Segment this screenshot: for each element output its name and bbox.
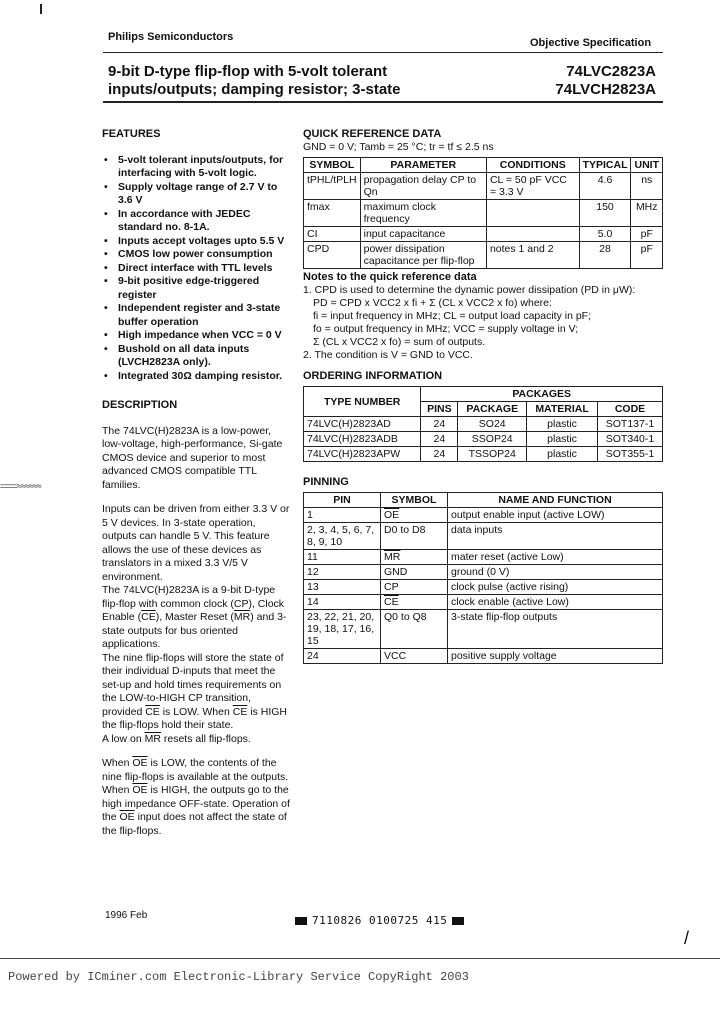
symbol-cell: $\overline{OE}$ — [381, 508, 448, 523]
pin-cell: 12 — [304, 565, 381, 580]
function-cell: data inputs — [448, 523, 663, 550]
column-header: MATERIAL — [527, 402, 598, 417]
function-cell: output enable input (active LOW) — [448, 508, 663, 523]
note-1: 1. CPD is used to determine the dynamic power dissipation (PD in μW): — [303, 284, 636, 296]
part-number-2: 74LVCH2823A — [555, 81, 656, 98]
package-cell: SO24 — [458, 417, 527, 432]
column-header: UNIT — [631, 158, 663, 173]
barcode-number: 7110826 0100725 415 — [290, 914, 469, 927]
quick-reference-notes — [303, 271, 663, 362]
feature-item: • Direct interface with TTL levels — [102, 262, 292, 276]
typical-cell: 28 — [579, 242, 631, 269]
note-1-line-c: fo = output frequency in MHz; VCC = supply voltage in V; — [313, 323, 579, 335]
pins-cell: 24 — [421, 432, 458, 447]
conditions-cell — [486, 200, 579, 227]
code-cell: SOT355-1 — [597, 447, 662, 462]
table-row — [304, 595, 663, 610]
pin-cell: 24 — [304, 649, 381, 664]
parameter-cell: propagation delay CP to Qn — [360, 173, 486, 200]
scan-artifact: ====≈≈≈≈≈≈ — [0, 481, 41, 491]
function-cell: clock enable (active Low) — [448, 595, 663, 610]
function-cell: mater reset (active Low) — [448, 550, 663, 565]
material-cell: plastic — [527, 417, 598, 432]
feature-item: • 5-volt tolerant inputs/outputs, for interfacing with 5-volt logic. — [102, 154, 292, 181]
column-header: PACKAGE — [458, 402, 527, 417]
unit-cell: ns — [631, 173, 663, 200]
parameter-cell: maximum clock frequency — [360, 200, 486, 227]
column-header: SYMBOL — [304, 158, 361, 173]
material-cell: plastic — [527, 447, 598, 462]
company-name: Philips Semiconductors — [108, 31, 234, 43]
table-row — [304, 432, 663, 447]
unit-cell: MHz — [631, 200, 663, 227]
parameter-cell: input capacitance — [360, 227, 486, 242]
note-1-line-b: fi = input frequency in MHz; CL = output load capacity in pF; — [313, 310, 592, 322]
table-row — [304, 649, 663, 664]
note-2: 2. The condition is V = GND to VCC. — [303, 349, 473, 361]
note-1-formula: PD = CPD x VCC2 x fi + Σ (CL x VCC2 x fo) where: — [313, 297, 552, 309]
pinning-table — [303, 492, 663, 664]
table-row — [304, 417, 663, 432]
unit-cell: pF — [631, 227, 663, 242]
pins-cell: 24 — [421, 417, 458, 432]
ordering-heading: ORDERING INFORMATION — [303, 370, 443, 382]
feature-item: • Supply voltage range of 2.7 V to 3.6 V — [102, 181, 292, 208]
typical-cell: 150 — [579, 200, 631, 227]
function-cell: 3-state flip-flop outputs — [448, 610, 663, 649]
table-row — [304, 610, 663, 649]
left-column — [102, 128, 292, 849]
pen-mark: / — [684, 928, 690, 948]
symbol-cell: fmax — [304, 200, 361, 227]
table-row — [304, 550, 663, 565]
table-row — [304, 173, 663, 200]
title-line-1: 9-bit D-type flip-flop with 5-volt tolerant — [108, 63, 388, 80]
table-row — [304, 242, 663, 269]
description-paragraph-1: The 74LVC(H)2823A is a low-power, low-voltage, high-performance, Si-gate CMOS device and superior to most advanced CMOS compatible TTL families. — [102, 424, 283, 491]
header-rule — [103, 52, 663, 53]
symbol-cell: CI — [304, 227, 361, 242]
symbol-cell: VCC — [381, 649, 448, 664]
pin-cell: 14 — [304, 595, 381, 610]
symbol-cell: $\overline{MR}$ — [381, 550, 448, 565]
symbol-cell: $\overline{CE}$ — [381, 595, 448, 610]
title-rule — [103, 101, 663, 103]
unit-cell: pF — [631, 242, 663, 269]
symbol-cell: D0 to D8 — [381, 523, 448, 550]
pin-cell: 2, 3, 4, 5, 6, 7, 8, 9, 10 — [304, 523, 381, 550]
quick-reference-heading: QUICK REFERENCE DATA — [303, 128, 442, 140]
spec-status: Objective Specification — [530, 37, 652, 49]
conditions-cell: CL = 50 pF VCC = 3.3 V — [486, 173, 579, 200]
conditions-cell — [486, 227, 579, 242]
column-header: PINS — [421, 402, 458, 417]
title-line-2: inputs/outputs; damping resistor; 3-state — [108, 81, 401, 98]
description-paragraph-4: The nine flip-flops will store the state of their individual D-inputs that meet the set-up and hold times requirements on the LOW-to-HIGH CP transition, provided $\overline{CE}$ is LOW. When $\overline{CE}$ is HIGH the flip-flops hold their state. — [102, 651, 287, 731]
table-row — [304, 200, 663, 227]
symbol-cell: GND — [381, 565, 448, 580]
feature-item: • Integrated 30Ω damping resistor. — [102, 370, 292, 384]
type-cell: 74LVC(H)2823AD — [304, 417, 421, 432]
table-row — [304, 508, 663, 523]
pin-cell: 23, 22, 21, 20, 19, 18, 17, 16, 15 — [304, 610, 381, 649]
conditions-cell: notes 1 and 2 — [486, 242, 579, 269]
column-header: PARAMETER — [360, 158, 486, 173]
pin-cell: 13 — [304, 580, 381, 595]
description-heading: DESCRIPTION — [102, 399, 178, 411]
symbol-cell: CPD — [304, 242, 361, 269]
function-cell: ground (0 V) — [448, 565, 663, 580]
notes-heading: Notes to the quick reference data — [303, 271, 477, 283]
parameter-cell: power dissipation capacitance per flip-flop — [360, 242, 486, 269]
type-cell: 74LVC(H)2823APW — [304, 447, 421, 462]
symbol-cell: Q0 to Q8 — [381, 610, 448, 649]
symbol-cell: CP — [381, 580, 448, 595]
code-cell: SOT340-1 — [597, 432, 662, 447]
symbol-cell: tPHL/tPLH — [304, 173, 361, 200]
package-cell: TSSOP24 — [458, 447, 527, 462]
feature-item: • Bushold on all data inputs (LVCH2823A only). — [102, 343, 292, 370]
description-paragraph-2: Inputs can be driven from either 3.3 V or 5 V devices. In 3-state operation, outputs can handle 5 V. This feature allows the use of these devices as translators in a mixed 3.3 V/5 V environment. — [102, 503, 290, 583]
column-header: PIN — [304, 493, 381, 508]
function-cell: clock pulse (active rising) — [448, 580, 663, 595]
footer-rule — [0, 958, 720, 959]
features-list — [102, 154, 292, 384]
column-header: CONDITIONS — [486, 158, 579, 173]
note-1-line-d: Σ (CL x VCC2 x fo) = sum of outputs. — [313, 336, 486, 348]
table-row — [304, 580, 663, 595]
column-header: TYPE NUMBER — [304, 387, 421, 417]
typical-cell: 5.0 — [579, 227, 631, 242]
barcode-block-icon — [295, 917, 307, 925]
column-header: NAME AND FUNCTION — [448, 493, 663, 508]
feature-item: • 9-bit positive edge-triggered register — [102, 275, 292, 302]
part-numbers — [538, 63, 656, 99]
function-cell: positive supply voltage — [448, 649, 663, 664]
table-row — [304, 523, 663, 550]
table-row — [304, 227, 663, 242]
column-header: PACKAGES — [421, 387, 663, 402]
code-cell: SOT137-1 — [597, 417, 662, 432]
table-row — [304, 565, 663, 580]
description-paragraph-5: A low on $\overline{MR}$ resets all flip-flops. — [102, 732, 251, 745]
pin-cell: 11 — [304, 550, 381, 565]
table-row — [304, 447, 663, 462]
footer-credit: Powered by ICminer.com Electronic-Library Service CopyRight 2003 — [8, 970, 469, 984]
package-cell: SSOP24 — [458, 432, 527, 447]
feature-item: • In accordance with JEDEC standard no. 8-1A. — [102, 208, 292, 235]
barcode-block-icon — [452, 917, 464, 925]
feature-item: • Inputs accept voltages upto 5.5 V — [102, 235, 292, 249]
features-heading: FEATURES — [102, 128, 161, 140]
ordering-table — [303, 386, 663, 462]
right-column — [303, 128, 663, 664]
document-title — [108, 63, 401, 99]
pins-cell: 24 — [421, 447, 458, 462]
column-header: TYPICAL — [579, 158, 631, 173]
material-cell: plastic — [527, 432, 598, 447]
publication-date: 1996 Feb — [105, 910, 148, 921]
type-cell: 74LVC(H)2823ADB — [304, 432, 421, 447]
quick-reference-conditions: GND = 0 V; Tamb = 25 °C; tr = tf ≤ 2.5 ns — [303, 141, 494, 153]
description-paragraph-6: When $\overline{OE}$ is LOW, the contents of the nine flip-flops is available at the outputs. When $\overline{OE}$ is HIGH, the outputs go to the high impedance OFF-state. Operation of the $\overline{OE}$ input does not affect the state of the flip-flops. — [102, 757, 290, 837]
feature-item: • Independent register and 3-state buffer operation — [102, 302, 292, 329]
column-header: SYMBOL — [381, 493, 448, 508]
feature-item: • High impedance when VCC = 0 V — [102, 329, 292, 343]
part-number-1: 74LVC2823A — [566, 63, 656, 80]
column-header: CODE — [597, 402, 662, 417]
quick-reference-table — [303, 157, 663, 269]
corner-mark — [40, 4, 42, 14]
description-paragraph-3: The 74LVC(H)2823A is a 9-bit D-type flip-flop with common clock (CP), Clock Enable $(\overline{CE})$, Master Reset $(\overline{MR})$ and 3-state outputs for bus oriented applications. — [102, 584, 287, 650]
typical-cell: 4.6 — [579, 173, 631, 200]
pinning-heading: PINNING — [303, 476, 349, 488]
pin-cell: 1 — [304, 508, 381, 523]
feature-item: • CMOS low power consumption — [102, 248, 292, 262]
